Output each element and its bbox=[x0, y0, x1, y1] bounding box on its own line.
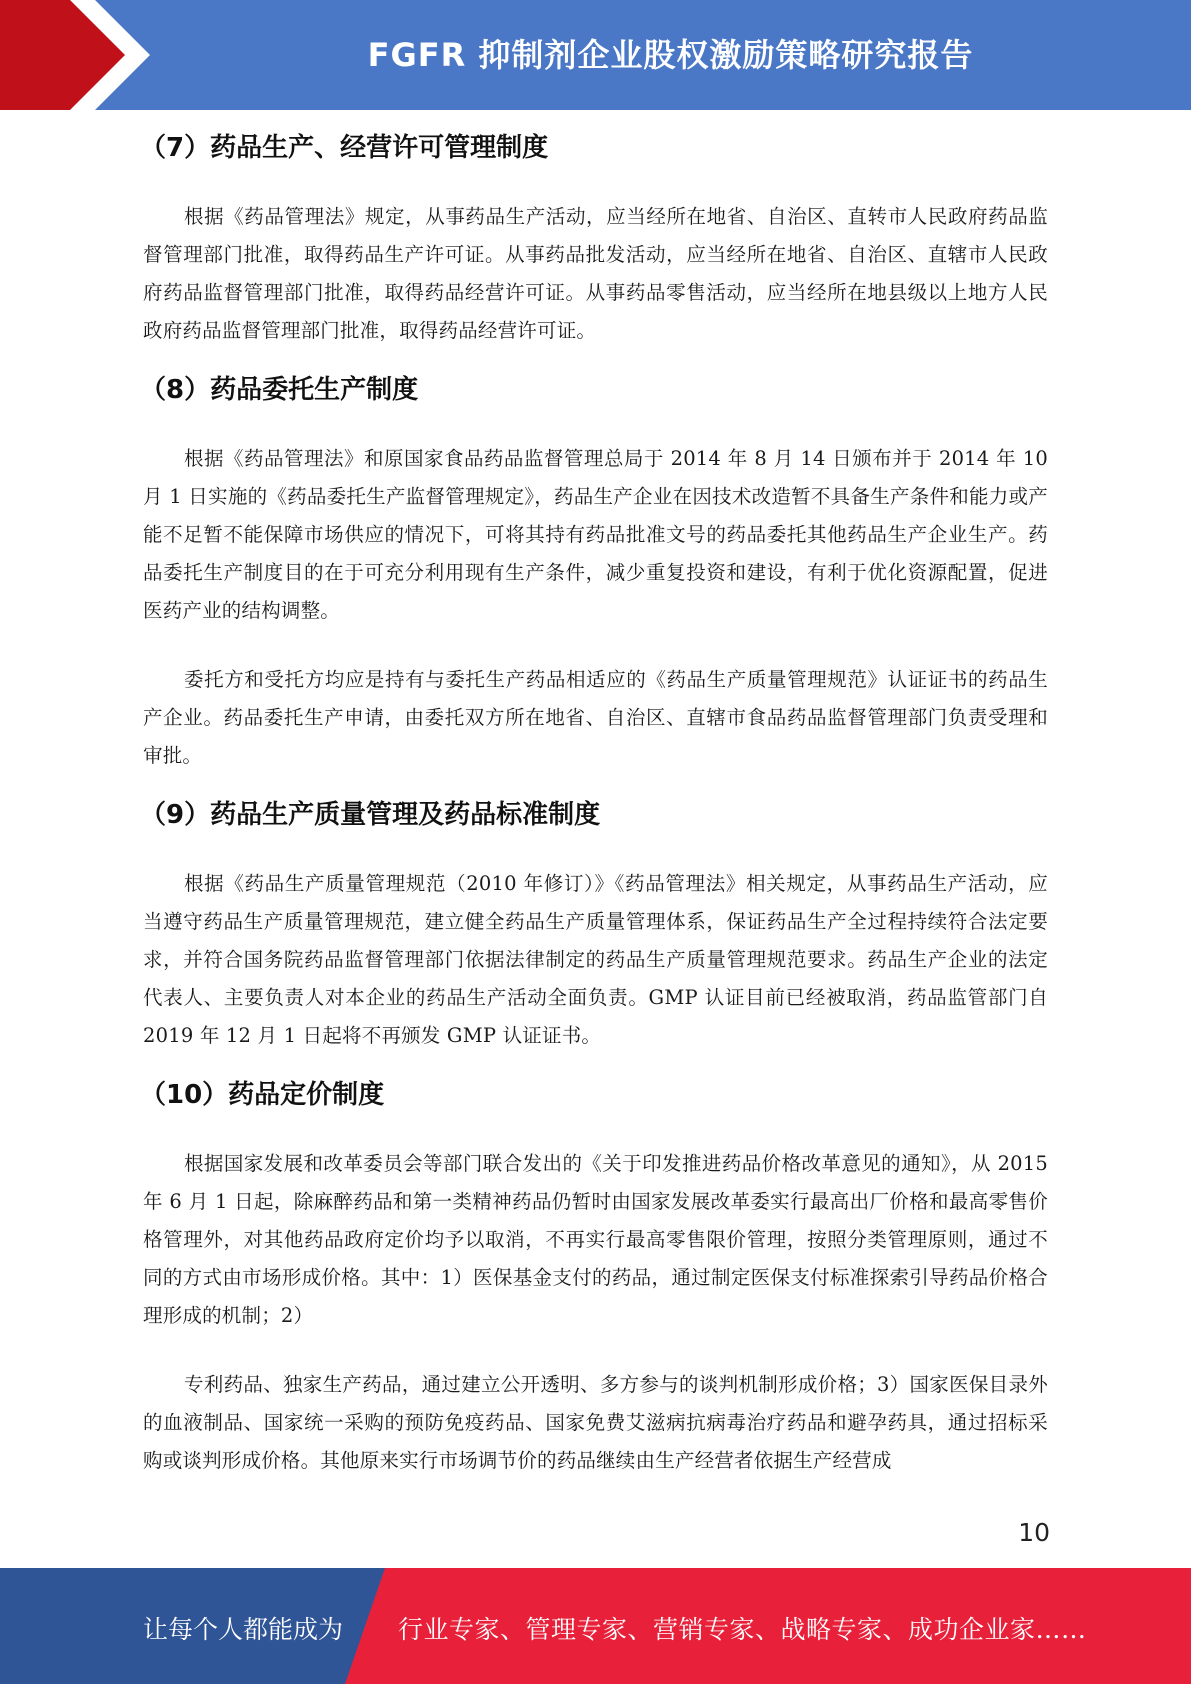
page-number: 10 bbox=[1018, 1518, 1050, 1547]
section-heading-10: （10）药品定价制度 bbox=[140, 1080, 385, 1110]
section-heading-8: （8）药品委托生产制度 bbox=[140, 375, 419, 405]
section-9-paragraph: 根据《药品生产质量管理规范（2010 年修订）》《药品管理法》相关规定，从事药品生产活动，应当遵守药品生产质量管理规范，建立健全药品生产质量管理体系，保证药品生产全过程持续符合法定要求，并符合国务院药品监督管理部门依据法律制定的药品生产质量管理规范要求。药品生产企业的法定代表人、主要负责人对本企业的药品生产活动全面负责。GMP 认证目前已经被取消，药品监管部门自 2019 年 12 月 1 日起将不再颁发 GMP 认证证书。 bbox=[143, 872, 1048, 1047]
header-chevron-decoration bbox=[0, 0, 150, 110]
document-body bbox=[140, 128, 1048, 1480]
footer-slogan-right: 行业专家、管理专家、营销专家、战略专家、成功企业家…… bbox=[398, 1615, 1087, 1644]
section-8-paragraph-1: 根据《药品管理法》和原国家食品药品监督管理总局于 2014 年 8 月 14 日颁布并于 2014 年 10 月 1 日实施的《药品委托生产监督管理规定》，药品生产企业在因技术改造暂不具备生产条件和能力或产能不足暂不能保障市场供应的情况下，可将其持有药品批准文号的药品委托其他药品生产企业生产。药品委托生产制度目的在于可充分利用现有生产条件，减少重复投资和建设，有利于优化资源配置，促进医药产业的结构调整。 bbox=[143, 447, 1048, 622]
section-10-paragraph-1: 根据国家发展和改革委员会等部门联合发出的《关于印发推进药品价格改革意见的通知》，从 2015 年 6 月 1 日起，除麻醉药品和第一类精神药品仍暂时由国家发展改革委实行最高出厂价格和最高零售价格管理外，对其他药品政府定价均予以取消，不再实行最高零售限价管理，按照分类管理原则，通过不同的方式由市场形成价格。其中：1）医保基金支付的药品，通过制定医保支付标准探索引导药品价格合理形成的机制；2） bbox=[143, 1152, 1048, 1327]
section-heading-9: （9）药品生产质量管理及药品标准制度 bbox=[140, 800, 601, 830]
section-10-paragraph-2: 专利药品、独家生产药品，通过建立公开透明、多方参与的谈判机制形成价格；3）国家医保目录外的血液制品、国家统一采购的预防免疫药品、国家免费艾滋病抗病毒治疗药品和避孕药具，通过招标采购或谈判形成价格。其他原来实行市场调节价的药品继续由生产经营者依据生产经营成 bbox=[143, 1373, 1048, 1472]
section-7-paragraph: 根据《药品管理法》规定，从事药品生产活动，应当经所在地省、自治区、直转市人民政府药品监督管理部门批准，取得药品生产许可证。从事药品批发活动，应当经所在地省、自治区、直辖市人民政府药品监督管理部门批准，取得药品经营许可证。从事药品零售活动，应当经所在地县级以上地方人民政府药品监督管理部门批准，取得药品经营许可证。 bbox=[143, 205, 1048, 342]
report-title: FGFR 抑制剂企业股权激励策略研究报告 bbox=[367, 36, 974, 74]
section-heading-7: （7）药品生产、经营许可管理制度 bbox=[140, 133, 549, 163]
section-8-paragraph-2: 委托方和受托方均应是持有与委托生产药品相适应的《药品生产质量管理规范》认证证书的药品生产企业。药品委托生产申请，由委托双方所在地省、自治区、直辖市食品药品监督管理部门负责受理和审批。 bbox=[143, 668, 1048, 767]
page-footer bbox=[0, 1568, 1191, 1684]
footer-slogan-left: 让每个人都能成为 bbox=[143, 1615, 344, 1644]
page-header bbox=[0, 0, 1191, 110]
